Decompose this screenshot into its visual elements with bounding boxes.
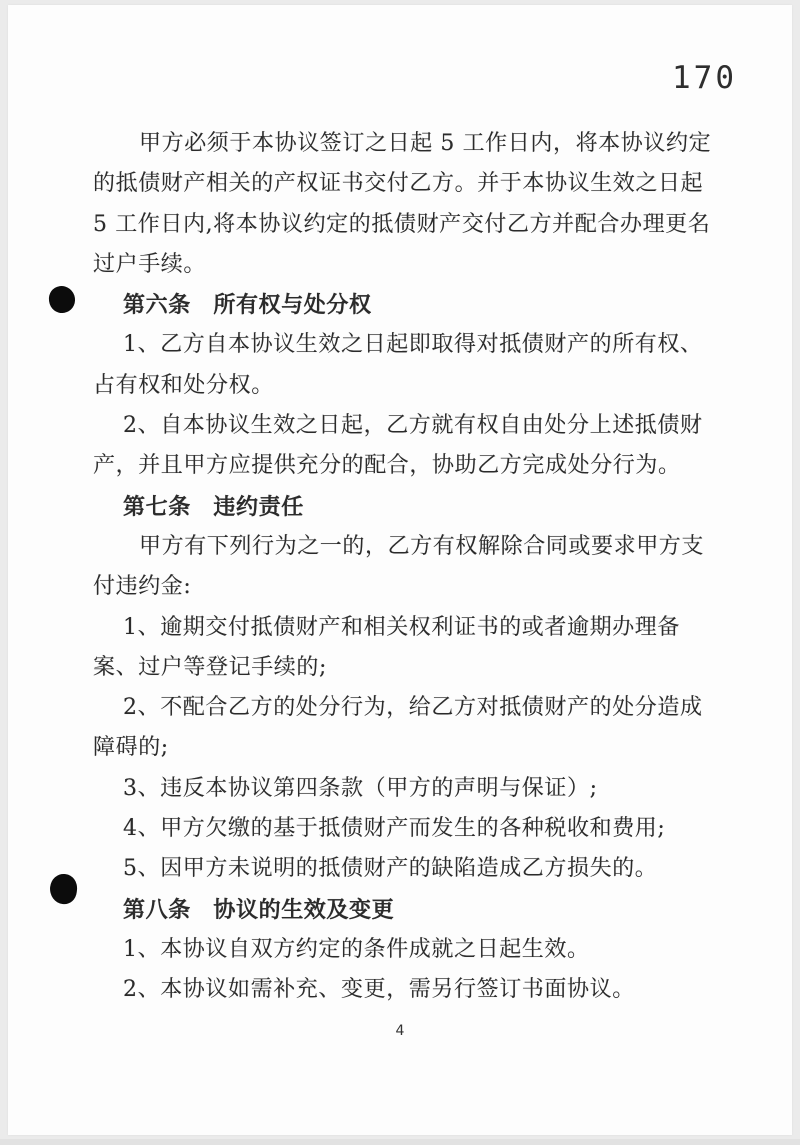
text-line: 占有权和处分权。 (93, 372, 274, 398)
text-line: 4、甲方欠缴的基于抵债财产而发生的各种税收和费用; (123, 816, 666, 842)
text-line: 案、过户等登记手续的; (93, 654, 328, 680)
text-line: 过户手续。 (93, 251, 207, 277)
text-line: 1、本协议自双方约定的条件成就之日起生效。 (123, 936, 590, 962)
text-line: 甲方有下列行为之一的，乙方有权解除合同或要求甲方支 (139, 533, 705, 559)
text-line: 2、本协议如需补充、变更，需另行签订书面协议。 (123, 977, 635, 1003)
text-line: 5 工作日内,将本协议约定的抵债财产交付乙方并配合办理更名 (93, 211, 711, 237)
text-line: 产，并且甲方应提供充分的配合，协助乙方完成处分行为。 (93, 453, 681, 479)
section-heading-line: 第六条 所有权与处分权 (123, 292, 372, 319)
text-line: 3、违反本协议第四条款（甲方的声明与保证）; (123, 775, 598, 801)
section-heading-line: 第七条 违约责任 (123, 493, 304, 520)
text-line: 付违约金: (93, 574, 192, 600)
page-number-stamp: 170 (672, 60, 737, 96)
text-line: 的抵债财产相关的产权证书交付乙方。并于本协议生效之日起 (93, 171, 704, 197)
hole-punch-mark-bottom (49, 873, 79, 906)
text-line: 2、自本协议生效之日起，乙方就有权自由处分上述抵债财 (123, 413, 703, 439)
document-body (93, 124, 712, 1011)
section-heading-line: 第八条 协议的生效及变更 (123, 896, 395, 923)
text-line: 5、因甲方未说明的抵债财产的缺陷造成乙方损失的。 (123, 856, 658, 882)
text-line: 障碍的; (93, 735, 169, 761)
text-line: 甲方必须于本协议签订之日起 5 工作日内，将本协议约定 (139, 131, 712, 156)
text-line: 1、乙方自本协议生效之日起即取得对抵债财产的所有权、 (123, 332, 703, 358)
document-page (8, 5, 792, 1135)
text-line: 2、不配合乙方的处分行为，给乙方对抵债财产的处分造成 (123, 695, 703, 721)
text-line: 1、逾期交付抵债财产和相关权利证书的或者逾期办理备 (123, 614, 680, 640)
hole-punch-mark-top (47, 284, 77, 314)
page-footer-number: 4 (395, 1023, 405, 1039)
